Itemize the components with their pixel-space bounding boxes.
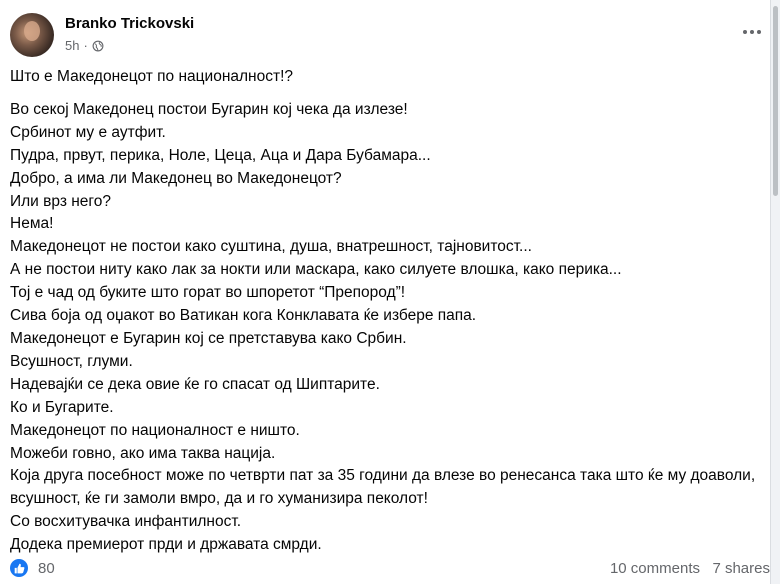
scrollbar[interactable] <box>771 0 780 584</box>
post-meta <box>65 38 104 53</box>
shares-link[interactable]: 7 shares <box>712 560 770 577</box>
post-footer <box>10 557 770 581</box>
post-header <box>10 10 770 60</box>
post-line: Пудра, првут, перика, Ноле, Цеца, Аца и Дара Бубамара... <box>10 146 431 164</box>
like-icon <box>14 563 25 574</box>
avatar[interactable] <box>10 13 54 57</box>
more-options-button[interactable] <box>734 20 770 44</box>
author-name[interactable]: Branko Trickovski <box>65 15 195 32</box>
reaction-count[interactable]: 80 <box>38 560 55 577</box>
meta-separator: · <box>83 38 88 53</box>
post-time[interactable]: 5h <box>65 38 80 53</box>
comments-link[interactable]: 10 comments <box>609 560 700 577</box>
post-line: Која друга посебност може по четврти пат за 35 години да влезе во ренесанса така што ќе му доаволи, всушност, ќе ги замоли вмро, да и го хуманизира пеколот! <box>10 467 756 508</box>
post-line: Надевајќи се дека овие ќе го спасат од Шиптарите. <box>10 375 380 393</box>
post-line: Тој е чад од буките што горат во шпоретот “Препород”! <box>10 284 406 302</box>
post-line: Или врз него? <box>10 192 111 210</box>
like-reaction[interactable] <box>10 559 28 577</box>
post-line: Сива боја од оџакот во Ватикан кога Конклавата ќе избере папа. <box>10 307 477 325</box>
post-line: Добро, а има ли Македонец во Македонецот? <box>10 169 342 187</box>
post-line: Можеби говно, ако има таква нација. <box>10 444 276 462</box>
post-line: Македонецот е Бугарин кој се претставува како Србин. <box>10 329 407 347</box>
post-line: Македонецот не постои како суштина, душа, внатрешност, тајновитост... <box>10 238 532 256</box>
globe-icon <box>92 40 104 52</box>
scrollbar-thumb[interactable] <box>773 6 778 196</box>
post-text <box>10 66 760 557</box>
post-line: А не постои ниту како лак за нокти или маскара, како силуете влошка, како перика... <box>10 261 622 279</box>
post-line: Србинот му е аутфит. <box>10 123 166 141</box>
post-line: Додека премиерот прди и државата смрди. <box>10 536 322 554</box>
post-line: Ко и Бугарите. <box>10 398 114 416</box>
post-title: Што е Македонецот по националност!? <box>10 68 293 85</box>
post-line: Македонецот по националност е ништо. <box>10 421 300 439</box>
post-line: Всушност, глуми. <box>10 352 133 370</box>
more-options-icon <box>742 29 762 35</box>
post-line: Нема! <box>10 215 54 233</box>
post-line: Во секој Македонец постои Бугарин кој чека да излезе! <box>10 100 408 118</box>
post-line: Со восхитувачка инфантилност. <box>10 513 242 531</box>
